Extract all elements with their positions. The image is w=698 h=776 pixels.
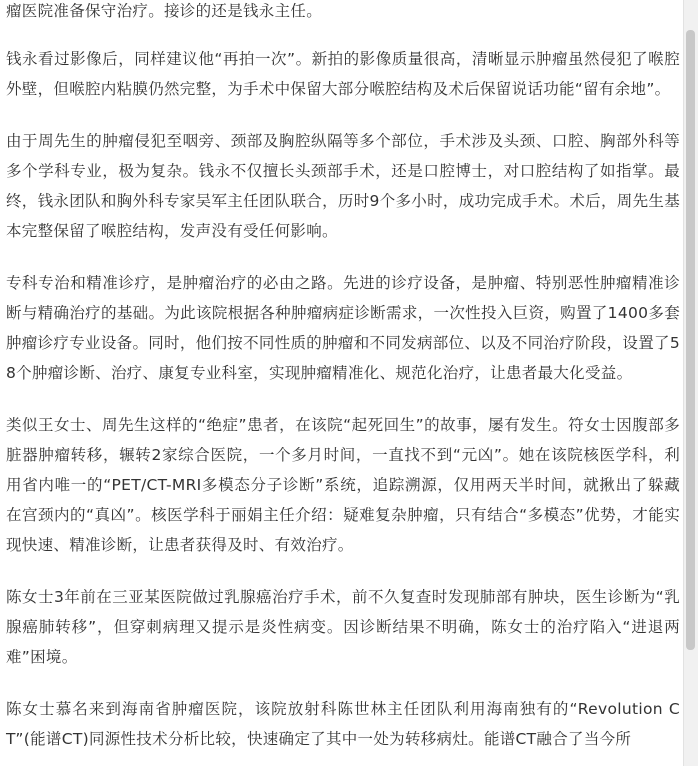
- article-paragraph: 类似王女士、周先生这样的“绝症”患者，在该院“起死回生”的故事，屡有发生。符女士因腹部多脏器肿瘤转移，辗转2家综合医院，一个多月时间，一直找不到“元凶”。她在该院核医学科，利用省内唯一的“PET/CT-MRI多模态分子诊断”系统，追踪溯源，仅用两天半时间，就揪出了躲藏在宫颈内的“真凶”。核医学科于丽娟主任介绍：疑难复杂肿瘤，只有结合“多模态”优势，才能实现快速、精准诊断，让患者获得及时、有效治疗。: [6, 416, 680, 554]
- article-paragraph: 专科专治和精准诊疗，是肿瘤治疗的必由之路。先进的诊疗设备，是肿瘤、特别恶性肿瘤精准诊断与精确治疗的基础。为此该院根据各种肿瘤病症诊断需求，一次性投入巨资，购置了1400多套肿瘤诊疗专业设备。同时，他们按不同性质的肿瘤和不同发病部位、以及不同治疗阶段，设置了58个肿瘤诊断、治疗、康复专业科室，实现肿瘤精准化、规范化治疗，让患者最大化受益。: [6, 274, 680, 382]
- scrollbar-thumb[interactable]: [686, 30, 695, 650]
- article-paragraph: 钱永看过影像后，同样建议他“再拍一次”。新拍的影像质量很高，清晰显示肿瘤虽然侵犯了喉腔外壁，但喉腔内粘膜仍然完整，为手术中保留大部分喉腔结构及术后保留说话功能“留有余地”。: [6, 50, 680, 98]
- article-paragraph: 陈女士慕名来到海南省肿瘤医院，该院放射科陈世林主任团队利用海南独有的“Revolution CT”(能谱CT)同源性技术分析比较，快速确定了其中一处为转移病灶。能谱CT融合了当今所: [6, 700, 680, 748]
- article-paragraph: 瘤医院准备保守治疗。接诊的还是钱永主任。: [6, 2, 323, 20]
- article-paragraph: 由于周先生的肿瘤侵犯至咽旁、颈部及胸腔纵隔等多个部位，手术涉及头颈、口腔、胸部外科等多个学科专业，极为复杂。钱永不仅擅长头颈部手术，还是口腔博士，对口腔结构了如指掌。最终，钱永团队和胸外科专家吴军主任团队联合，历时9个多小时，成功完成手术。术后，周先生基本完整保留了喉腔结构，发声没有受任何影响。: [6, 132, 680, 240]
- vertical-scrollbar[interactable]: [683, 0, 698, 766]
- article-body: [6, 0, 680, 776]
- article-paragraph: 陈女士3年前在三亚某医院做过乳腺癌治疗手术，前不久复查时发现肺部有肿块，医生诊断为“乳腺癌肺转移”，但穿刺病理又提示是炎性病变。因诊断结果不明确，陈女士的治疗陷入“进退两难”困境。: [6, 588, 680, 666]
